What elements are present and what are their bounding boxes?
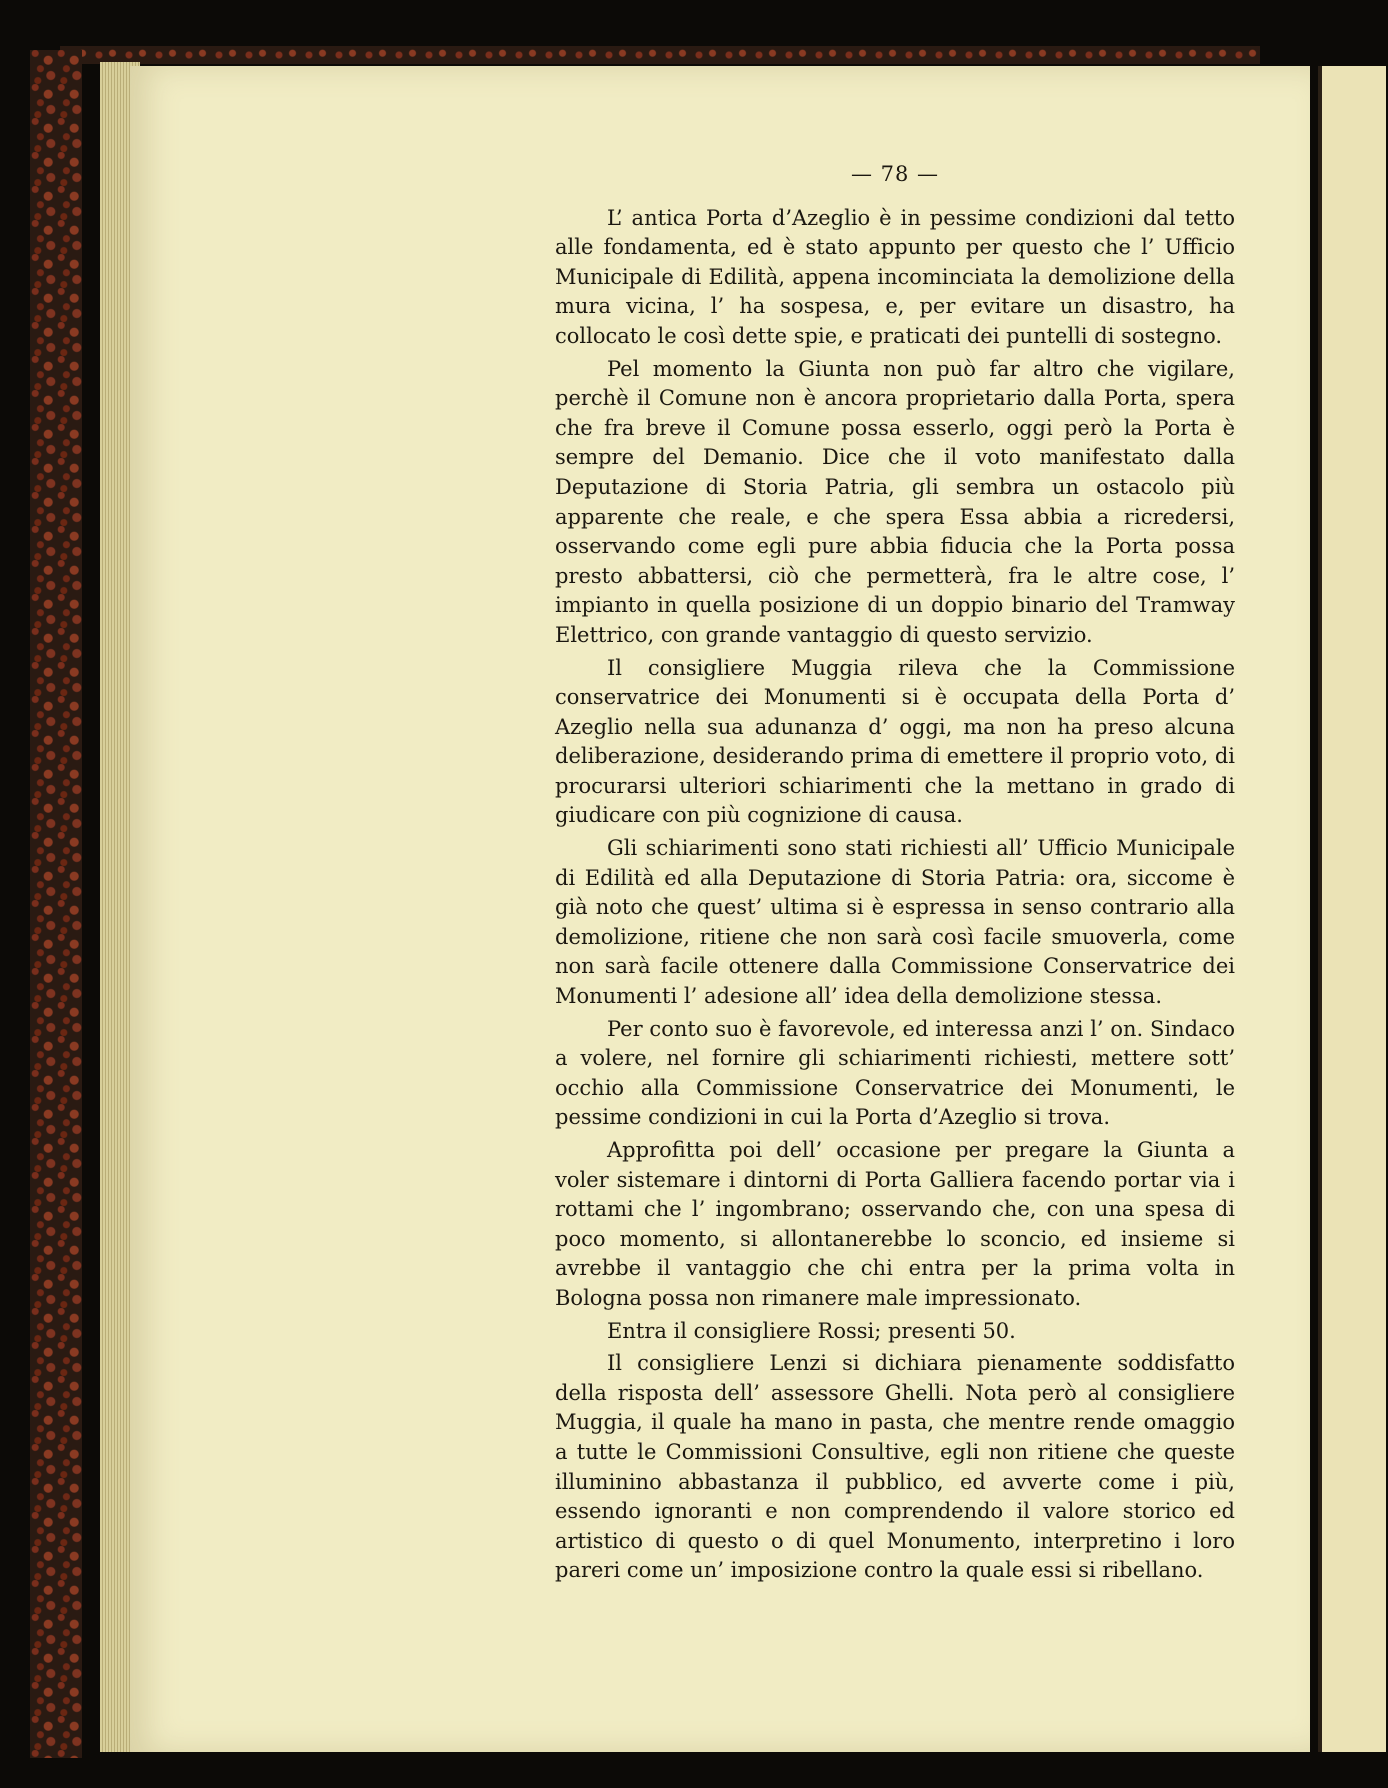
page-text-block	[555, 160, 1235, 1586]
paragraph-3: Il consigliere Muggia rileva che la Commissione conservatrice dei Monumenti si è occupata della Porta d’ Azeglio nella sua adunanza d’ oggi, ma non ha preso alcuna deliberazione, desiderando prima di emettere il proprio voto, di procurarsi ulteriori schiarimenti che la mettano in grado di giudicare con più cognizione di causa.	[555, 655, 1235, 828]
paragraph-5: Per conto suo è favorevole, ed interessa anzi l’ on. Sindaco a volere, nel fornire gli schiarimenti richiesti, mettere sott’ occhio alla Commissione Conservatrice dei Monumenti, le pessime condizioni in cui la Porta d’Azeglio si trova.	[555, 1016, 1235, 1130]
paragraph-4: Gli schiarimenti sono stati richiesti all’ Ufficio Municipale di Edilità ed alla Deputazione di Storia Patria: ora, siccome è già noto che quest’ ultima si è espressa in senso contrario alla demolizione, ritiene che non sarà così facile smuoverla, come non sarà facile ottenere dalla Commissione Conservatrice dei Monumenti l’ adesione all’ idea della demolizione stessa.	[555, 836, 1235, 1009]
book-cover-top-edge	[60, 46, 1260, 64]
paragraph-8: Il consigliere Lenzi si dichiara pienamente soddisfatto della risposta dell’ assessore Ghelli. Nota però al consigliere Muggia, il quale ha mano in pasta, che mentre rende omaggio a tutte le Commissioni Consultive, egli non ritiene che queste illuminino abbastanza il pubblico, ed avverte come i più, essendo ignoranti e non comprendendo il valore storico ed artistico di questo o di quel Monumento, interpretino i loro pareri come un’ imposizione contro la quale essi si ribellano.	[555, 1351, 1235, 1583]
paragraph-7: Entra il consigliere Rossi; presenti 50.	[607, 1318, 1016, 1343]
paragraph-1: L’ antica Porta d’Azeglio è in pessime condizioni dal tetto alle fondamenta, ed è stato appunto per questo che l’ Ufficio Municipale di Edilità, appena incominciata la demolizione della mura vicina, l’ ha sospesa, e, per evitare un disastro, ha collocato le così dette spie, e praticati dei puntelli di sostegno.	[555, 205, 1235, 348]
paragraph-2: Pel momento la Giunta non può far altro che vigilare, perchè il Comune non è ancora proprietario dalla Porta, spera che fra breve il Comune possa esserlo, oggi però la Porta è sempre del Demanio. Dice che il voto manifestato dalla Deputazione di Storia Patria, gli sembra un ostacolo più apparente che reale, e che spera Essa abbia a ricredersi, osservando come egli pure abbia fiducia che la Porta possa presto abbattersi, ciò che permetterà, fra le altre cose, l’ impianto in quella posizione di un doppio binario del Tramway Elettrico, con grande vantaggio di questo servizio.	[555, 356, 1235, 647]
facing-page-sliver	[1318, 66, 1386, 1752]
page-number: — 78 —	[850, 162, 940, 186]
book-cover-marbled-edge	[30, 50, 82, 1758]
paragraph-6: Approfitta poi dell’ occasione per pregare la Giunta a voler sistemare i dintorni di Porta Galliera facendo portar via i rottami che l’ ingombrano; osservando che, con una spesa di poco momento, si allontanerebbe lo sconcio, ed insieme si avrebbe il vantaggio che chi entra per la prima volta in Bologna possa non rimanere male impressionato.	[555, 1138, 1235, 1310]
